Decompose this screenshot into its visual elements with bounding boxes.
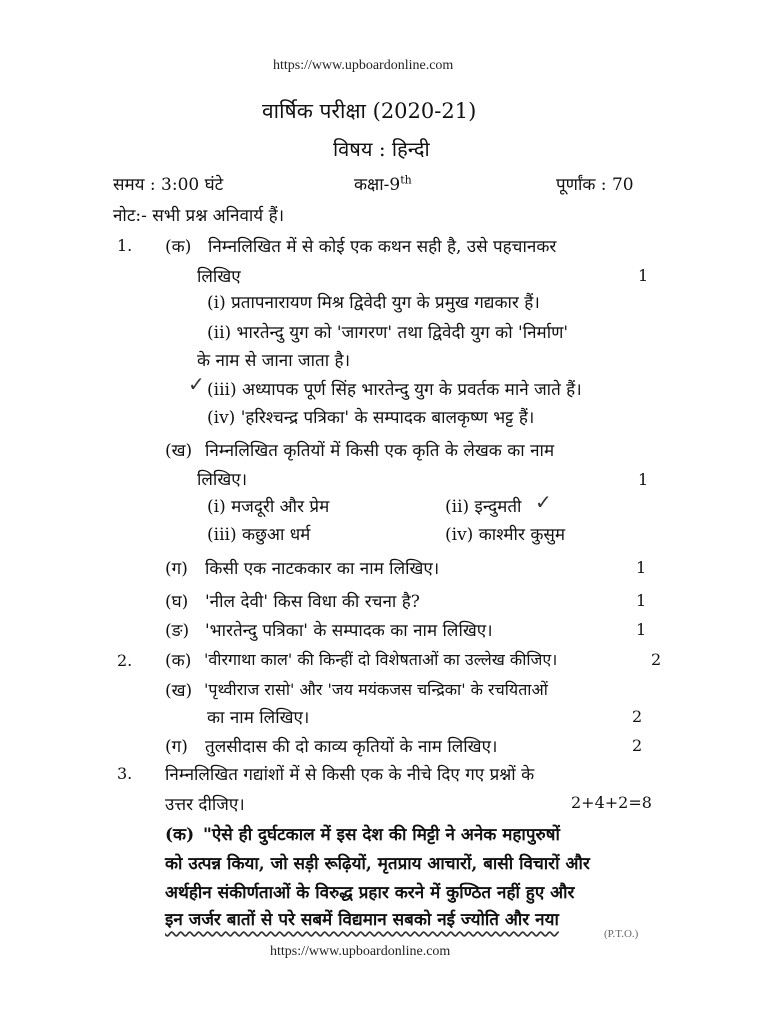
q1-ka-line1: निम्नलिखित में से कोई एक कथन सही है, उसे पहचानकर xyxy=(208,237,557,257)
q1-ka-option: (ii) भारतेन्दु युग को 'जागरण' तथा द्विवेदी युग को 'निर्माण' xyxy=(207,323,569,343)
passage-line: अर्थहीन संकीर्णताओं के विरुद्ध प्रहार करने में कुण्ठित नहीं हुए और xyxy=(165,883,575,903)
q3-line1: निम्नलिखित गद्यांशों में से किसी एक के नीचे दिए गए प्रश्नों के xyxy=(165,765,535,785)
q1-ka-option: (i) प्रतापनारायण मिश्र द्विवेदी युग के प्रमुख गद्यकार हैं। xyxy=(207,293,540,313)
q1-kha-option: (ii) इन्दुमती xyxy=(445,497,522,517)
q1-ka-marks: 1 xyxy=(638,266,649,285)
q1-nga-marks: 1 xyxy=(636,620,647,639)
q1-kha-line2: लिखिए। xyxy=(197,470,248,490)
q1-nga-label: (ङ) xyxy=(165,621,190,641)
q1-kha-line1: निम्नलिखित कृतियों में किसी एक कृति के लेखक का नाम xyxy=(205,441,555,461)
q2-ka-marks: 2 xyxy=(651,650,662,669)
q2-ka-label: (क) xyxy=(165,651,192,671)
q1-ka-label: (क) xyxy=(165,237,192,257)
q1-kha-label: (ख) xyxy=(165,441,193,461)
q1-number: 1. xyxy=(117,236,133,255)
q1-ga-marks: 1 xyxy=(636,558,647,577)
q2-kha-line2: का नाम लिखिए। xyxy=(207,708,310,728)
time-info: समय : 3:00 घंटे xyxy=(113,175,224,195)
q1-gha-marks: 1 xyxy=(636,591,647,610)
q2-kha-label: (ख) xyxy=(165,681,193,701)
passage-line: इन जर्जर बातों से परे सबमें विद्यमान सबको नई ज्योति और नया xyxy=(165,910,559,930)
q2-number: 2. xyxy=(117,651,133,670)
q1-kha-option: (iii) कछुआ धर्म xyxy=(207,525,311,545)
q2-kha-line1: 'पृथ्वीराज रासो' और 'जय मयंकजस चन्द्रिका' के रचयिताओं xyxy=(204,680,548,699)
q2-ga-label: (ग) xyxy=(165,737,188,757)
footer-url: https://www.upboardonline.com xyxy=(270,944,451,959)
pto-mark: (P.T.O.) xyxy=(604,928,639,940)
passage-line: "ऐसे ही दुर्घटकाल में इस देश की मिट्टी ने अनेक महापुरुषों xyxy=(203,825,560,845)
q1-kha-marks: 1 xyxy=(638,470,649,489)
q1-ka-option: के नाम से जाना जाता है। xyxy=(197,351,351,371)
passage-line: को उत्पन्न किया, जो सड़ी रूढ़ियों, मृतप्राय आचारों, बासी विचारों और xyxy=(165,854,590,874)
q3-line2: उत्तर दीजिए। xyxy=(165,795,245,815)
max-marks: पूर्णांक : 70 xyxy=(556,175,634,195)
check-mark-icon: ✓ xyxy=(535,490,552,514)
check-mark-icon: ✓ xyxy=(188,372,205,396)
q3-marks: 2+4+2=8 xyxy=(571,793,652,812)
q1-ka-option: (iv) 'हरिश्चन्द्र पत्रिका' के सम्पादक बालकृष्ण भट्ट हैं। xyxy=(207,408,535,428)
q2-ka-text: 'वीरगाथा काल' की किन्हीं दो विशेषताओं का उल्लेख कीजिए। xyxy=(204,650,558,669)
header-url: https://www.upboardonline.com xyxy=(273,58,454,73)
q2-ga-text: तुलसीदास की दो काव्य कृतियों के नाम लिखिए। xyxy=(205,737,498,757)
class-label: कक्षा-9 xyxy=(354,175,401,195)
q1-kha-option: (iv) काश्मीर कुसुम xyxy=(445,525,566,545)
note: नोट:- सभी प्रश्न अनिवार्य हैं। xyxy=(113,206,285,226)
q1-ka-option: (iii) अध्यापक पूर्ण सिंह भारतेन्दु युग के प्रवर्तक माने जाते हैं। xyxy=(207,380,582,400)
subject-line: विषय : हिन्दी xyxy=(333,137,430,161)
q1-ka-line2: लिखिए xyxy=(197,267,241,287)
q3-passage-label: (क) xyxy=(165,825,195,845)
q2-ga-marks: 2 xyxy=(632,736,643,755)
class-sup: th xyxy=(400,173,412,187)
q1-ga-text: किसी एक नाटककार का नाम लिखिए। xyxy=(205,559,440,579)
q1-gha-text: 'नील देवी' किस विधा की रचना है? xyxy=(205,592,420,612)
q1-ga-label: (ग) xyxy=(165,559,188,579)
q1-kha-option: (i) मजदूरी और प्रेम xyxy=(207,497,330,517)
q1-gha-label: (घ) xyxy=(165,592,189,612)
exam-title: वार्षिक परीक्षा (2020-21) xyxy=(262,99,477,123)
q3-number: 3. xyxy=(117,764,133,783)
q2-kha-marks: 2 xyxy=(632,707,643,726)
q1-nga-text: 'भारतेन्दु पत्रिका' के सम्पादक का नाम लिखिए। xyxy=(205,621,493,641)
class-info xyxy=(354,172,412,195)
